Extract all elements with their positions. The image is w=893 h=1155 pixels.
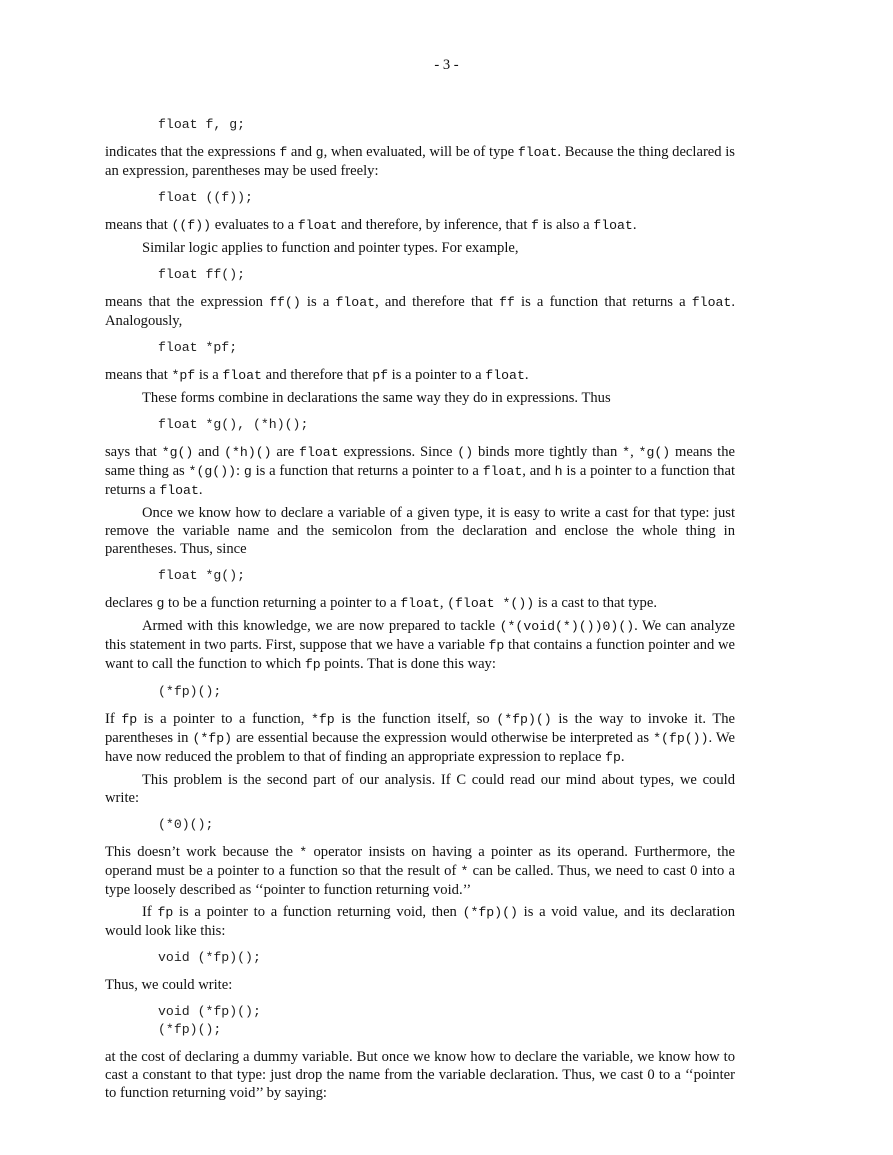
paragraph: Similar logic applies to function and pointer types. For example, <box>142 240 519 256</box>
inline-code: float <box>593 218 633 233</box>
inline-code: g <box>315 145 324 160</box>
paragraph: means that *pf is a float and therefore that pf is a pointer to a float. <box>105 367 529 383</box>
paragraph: indicates that the expressions f and g, when evaluated, will be of type float. Because the thing declared is an expression, parentheses may be used freely: <box>105 144 735 179</box>
code-block: float *g(), (*h)(); <box>158 417 309 432</box>
inline-code: *pf <box>171 368 196 383</box>
paragraph: Armed with this knowledge, we are now prepared to tackle (*(void(*)())0)(). We can analyze this statement in two parts. First, suppose that we have a variable fp that contains a function pointer and we want to call the function to which fp points. That is done this way: <box>105 618 735 672</box>
paragraph: These forms combine in declarations the same way they do in expressions. Thus <box>142 390 611 406</box>
inline-code: fp <box>605 750 621 765</box>
inline-code: * <box>622 445 631 460</box>
inline-code: *g() <box>161 445 194 460</box>
inline-code: float <box>691 295 732 310</box>
inline-code: (*(void(*)())0)() <box>499 619 635 634</box>
inline-code: (*fp) <box>192 731 233 746</box>
document-body <box>105 116 735 1102</box>
inline-code: float <box>482 464 523 479</box>
inline-code: * <box>299 845 308 860</box>
inline-code: float <box>299 445 339 460</box>
inline-code: f <box>531 218 539 233</box>
inline-code: fp <box>157 905 174 920</box>
inline-code: ff <box>499 295 515 310</box>
inline-code: * <box>460 864 469 879</box>
inline-code: float <box>159 483 199 498</box>
inline-code: float <box>297 218 338 233</box>
paragraph: at the cost of declaring a dummy variable. But once we know how to declare the variable, we know how to cast a constant to that type: just drop the name from the variable declaration. Thus, we cast 0 to a ‘‘pointer to function returning void’’ by saying: <box>105 1049 735 1101</box>
inline-code: float <box>517 145 558 160</box>
code-block: float f, g; <box>158 117 246 132</box>
code-block: float ff(); <box>158 267 246 282</box>
inline-code: float <box>485 368 525 383</box>
paragraph: Thus, we could write: <box>105 977 233 993</box>
inline-code: () <box>457 445 474 460</box>
inline-code: *(g()) <box>188 464 237 479</box>
inline-code: fp <box>121 712 138 727</box>
code-block: void (*fp)(); <box>158 1004 261 1019</box>
paragraph: This doesn’t work because the * operator insists on having a pointer as its operand. Furthermore, the operand must be a pointer to a function so that the result of * can be called. Thus, we need to cast 0 into a type loosely described as ‘‘pointer to function returning void.’’ <box>105 844 735 898</box>
page-number: - 3 - <box>434 57 459 73</box>
paragraph: means that ((f)) evaluates to a float and therefore, by inference, that f is also a float. <box>105 217 637 233</box>
code-block: float *pf; <box>158 340 238 355</box>
inline-code: *fp <box>310 712 335 727</box>
inline-code: g <box>156 596 165 611</box>
inline-code: f <box>279 145 288 160</box>
inline-code: pf <box>372 368 389 383</box>
inline-code: ((f)) <box>171 218 212 233</box>
paragraph: If fp is a pointer to a function returning void, then (*fp)() is a void value, and its declaration would look like this: <box>105 904 736 939</box>
inline-code: fp <box>488 638 505 653</box>
code-block: float ((f)); <box>158 190 253 205</box>
paragraph: means that the expression ff() is a float, and therefore that ff is a function that returns a float. Analogously, <box>105 294 735 329</box>
code-block: (*fp)(); <box>158 684 222 699</box>
inline-code: (float *()) <box>447 596 535 611</box>
inline-code: h <box>554 464 563 479</box>
inline-code: float <box>335 295 376 310</box>
inline-code: (*h)() <box>224 445 272 460</box>
paragraph: says that *g() and (*h)() are float expressions. Since () binds more tightly than *, *g() means the same thing as *(g()): g is a function that returns a pointer to a float, and h is a pointer to a function that returns a float. <box>105 444 736 498</box>
inline-code: fp <box>304 657 321 672</box>
paragraph: If fp is a pointer to a function, *fp is the function itself, so (*fp)() is the way to invoke it. The parentheses in (*fp) are essential because the expression would otherwise be interpreted as *(fp()). We have now reduced the problem to that of finding an appropriate expression to replace fp. <box>105 711 736 765</box>
inline-code: (*fp)() <box>462 905 518 920</box>
inline-code: ff() <box>269 295 301 310</box>
inline-code: *g() <box>638 445 671 460</box>
inline-code: (*fp)() <box>496 712 552 727</box>
paragraph: declares g to be a function returning a pointer to a float, (float *()) is a cast to that type. <box>105 595 657 611</box>
inline-code: float <box>222 368 262 383</box>
code-block: (*0)(); <box>158 817 214 832</box>
paragraph: Once we know how to declare a variable of a given type, it is easy to write a cast for that type: just remove the variable name and the semicolon from the declaration and enclose the whole thing in parentheses. Thus, since <box>105 505 735 557</box>
code-block: (*fp)(); <box>158 1022 222 1037</box>
inline-code: float <box>400 596 440 611</box>
inline-code: g <box>243 464 252 479</box>
code-block: void (*fp)(); <box>158 950 261 965</box>
code-block: float *g(); <box>158 568 246 583</box>
inline-code: *(fp()) <box>653 731 709 746</box>
paragraph: This problem is the second part of our analysis. If C could read our mind about types, we could write: <box>105 772 735 806</box>
